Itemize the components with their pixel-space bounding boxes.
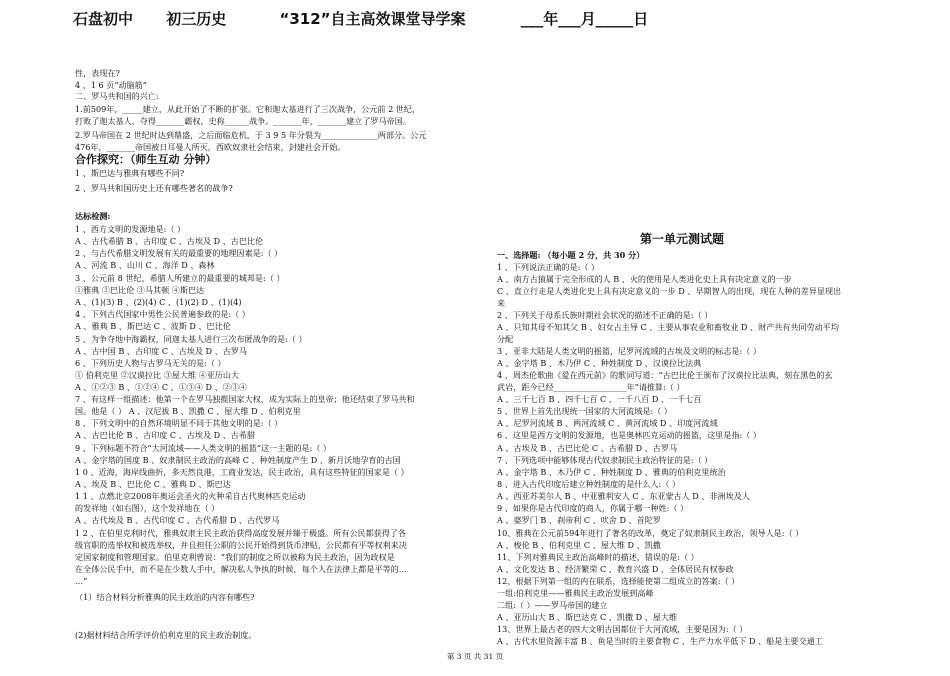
left-text-line: (2)据材料结合所学评价伯利克里的民主政治制度。	[75, 630, 257, 640]
right-text-line: 来	[497, 298, 506, 308]
left-text-line: 级官职的选举权和被选举权，并且担任公职的公民开始得到货币津贴，公民都有平等权利来决	[75, 540, 407, 550]
left-text-line: 1.前509年，_____建立，从此开始了不断的扩张。它和迦太基进行了三次战争，公元前 2 世纪，	[75, 104, 421, 114]
page-footer: 第 3 页 共 31 页	[446, 652, 504, 661]
left-text-line: 1 1 、点燃北京2008年奥运会圣火的火种采自古代奥林匹克运动	[75, 491, 306, 501]
left-text-line: 1 0 、近海，海岸线曲折，多天然良港，工商业发达，民主政治，具有这些特征的国家是（ ）	[75, 467, 409, 477]
right-text-line: 10、雅典在公元前594年进行了著名的改革，奠定了奴隶制民主政治，领导人是:（ ）	[497, 528, 804, 538]
left-text-line: 1 2 、在伯里克利时代，雅典奴隶主民主政治获得高度发展并臻于极盛。所有公民都获得了各	[75, 528, 407, 538]
left-text-line: （1）结合材料分析雅典的民主政治的内容有哪些?	[75, 592, 255, 602]
left-text-line: A 、古代埃及 B 、古代印度 C 、古代希腊 D 、古代罗马	[75, 515, 280, 525]
right-text-line: A 、古代水里资源丰富 B 、鱼是当时的主要食物 C 、生产力水平低下 D 、船是主要交通工	[497, 636, 823, 646]
left-text-line: A 、金字塔的国度 B 、奴隶制民主政治的高峰 C 、种姓制度产生 D 、新月沃地孕育的古国	[75, 455, 401, 465]
right-text-line: 11、下列对雅典民主政治高峰时的描述，错误的是:（ ）	[497, 552, 699, 562]
left-text-line: A 、古巴比伦 B 、古印度 C 、古埃及 D 、古希腊	[75, 430, 256, 440]
right-text-line: 武岩，距今已经__________________年”请推算:（ ）	[497, 382, 685, 392]
header-course: “312”自主高效课堂导学案	[279, 10, 466, 28]
left-text-line: 476年，_______帝国被日耳曼人所灭，西欧奴隶社会结束，封建社会开始。	[75, 142, 346, 152]
left-text-line: 在全体公民手中，而不是在少数人手中，解决私人争执的时候，每个人在法律上都是平等的…	[75, 564, 407, 574]
left-text-line: 二、罗马共和国的兴亡:	[75, 91, 159, 101]
left-text-line: 性，表现在?	[75, 68, 120, 78]
header-date: ___年___月_____日	[520, 10, 649, 28]
left-text-line: 4 、下列古代国家中男性公民普遍参政的是:（ ）	[75, 309, 250, 319]
right-text-line: A 、三千七百 B 、四千七百 C 、一千八百 D 、一千七百	[497, 394, 702, 404]
right-text-line: A 、古埃及 B 、古巴比伦 C 、古希腊 D 、古罗马	[497, 443, 678, 453]
right-text-line: 4 、周杰伦歌曲《爱在西元前》的歌词写道：“古巴比伦王颁布了汉谟拉比法典，刻在黑色的玄	[497, 370, 833, 380]
right-text-line: A 、尼罗河流域 B 、两河流域 C 、黄河流域 D 、印度河流域	[497, 418, 718, 428]
left-text-line: 7 、有这样一组描述：他第一个在罗马独揽国家大权，成为实际上的皇帝；他还结束了罗马共和	[75, 394, 415, 404]
right-text-line: 7 、下列选项中能够体现古代奴隶制民主政治特征的是:（ ）	[497, 455, 713, 465]
left-text-line: …”	[75, 576, 88, 586]
right-text-line: C 、直立行走是人类进化史上具有决定意义的一步 D 、早期智人的出现，现在人种的差异显现出	[497, 286, 842, 296]
right-text-line: 2 、下列关于母系氏族时期社会状况的描述不正确的是:（ ）	[497, 310, 713, 320]
right-text-line: 1 、下列说法正确的是:（ ）	[497, 262, 600, 272]
left-text-line: 达标检测:	[75, 211, 111, 221]
right-text-line: 12、根据下列第一组的内在联系，选择能使第二组成立的答案:（ ）	[497, 576, 740, 586]
right-text-line: 3 、亚非大陆是人类文明的摇篮，尼罗河流域的古埃及文明的标志是:（ ）	[497, 346, 761, 356]
right-text-line: A 、只知其母不知其父 B 、妇女占主导 C 、主要从事农业和畜牧业 D 、财产共有共同劳动平均	[497, 322, 839, 332]
left-text-line: 国。他是（ ） A 、汉尼拔 B 、凯撒 C 、屋大维 D 、伯利克里	[75, 406, 301, 416]
header-subject: 初三历史	[166, 10, 227, 28]
right-text-line: A 、梭伦 B 、伯利克里 C 、屋大维 D 、凯撒	[497, 540, 661, 550]
header-school: 石盘初中	[73, 10, 134, 28]
left-text-line: A 、古中国 B 、古印度 C 、古埃及 D 、古罗马	[75, 346, 247, 356]
left-text-line: 2.罗马帝国在 2 世纪时达到鼎盛，之后面临危机，于 3 9 5 年分裂为______________两部分。公元	[75, 130, 427, 140]
left-text-line: A 、①②③ B 、①②④ C 、①③④ D 、②③④	[75, 382, 247, 392]
left-text-line: ① 伯利克里 ②汉谟拉比 ③屋大维 ④亚历山大	[75, 370, 240, 380]
left-text-line: 定国家制度和管理国家。伯里克利曾说：“我们的制度之所以被称为民主政治，因为政权是	[75, 552, 395, 562]
left-text-line: A 、埃及 B 、巴比伦 C 、雅典 D 、斯巴达	[75, 479, 231, 489]
left-text-line: A 、古代希腊 B 、古印度 C 、古埃及 D 、古巴比伦	[75, 236, 264, 246]
left-text-line: 6 、下列历史人物与古罗马无关的是:（ ）	[75, 358, 226, 368]
right-text-line: 一组:伯利克里——雅典民主政治发展到高峰	[497, 588, 654, 598]
right-text-line: 13、世界上最古老的四大文明古国都位于大河流域，主要是因为:（ ）	[497, 624, 748, 634]
left-text-line: A 、(1)(3) B 、(2)(4) C 、(1)(2) D 、(1)(4)	[75, 297, 242, 307]
right-text-line: 第一单元测试题	[640, 232, 725, 246]
left-text-line: 合作探究：（师生互动 分钟）	[75, 153, 217, 166]
right-text-line: 一、选择题: （每小题 2 分，共 30 分）	[497, 250, 645, 260]
left-text-line: 的发祥地（如右图），这个发祥地在（ ）	[75, 503, 220, 513]
right-text-line: A 、金字塔 B 、木乃伊 C 、种姓制度 D 、汉谟拉比法典	[497, 358, 702, 368]
left-text-line: 4 、1 6 页“动脑筋”	[75, 80, 147, 90]
right-text-line: 二组:（ ）——罗马帝国的建立	[497, 600, 608, 610]
left-text-line: 1 、西方文明的发源地是:（ ）	[75, 224, 186, 234]
left-text-line: 2 、罗马共和国历史上还有哪些著名的战争?	[75, 183, 233, 193]
left-text-line: 3 、公元前 8 世纪，希腊人所建立的最重要的城邦是:（ ）	[75, 273, 285, 283]
right-text-line: A 、亚历山大 B 、斯巴达克 C 、凯撒 D 、屋大维	[497, 612, 678, 622]
left-text-line: 打败了迦太基人，夺得_______霸权，史称______战争。_______年，_______建立了罗马帝国。	[75, 116, 411, 126]
right-text-line: 5 、世界上首先出现统一国家的大河流域是:（ ）	[497, 406, 672, 416]
left-text-line: 5 、为争夺地中海霸权，同迦太基人进行三次布匿战争的是:（ ）	[75, 334, 307, 344]
left-text-line: A 、河流 B 、山川 C 、海洋 D 、森林	[75, 260, 215, 270]
right-text-line: A 、南方古猿属于完全形成的人 B 、火的使用是人类进化史上具有决定意义的一步	[497, 274, 792, 284]
left-text-line: 8 、下列文明中的自然环境明显不同于其他文明的是:（ ）	[75, 418, 283, 428]
left-text-line: 2 、与古代希腊文明发展有关的最重要的地理因素是:（ ）	[75, 248, 283, 258]
right-text-line: 9 、如果你是古代印度的商人，你属于哪一种姓:（ ）	[497, 503, 689, 513]
left-text-line: 9 、下列标题不符合“大河流域——人类文明的摇篮”这一主题的是:（ ）	[75, 443, 332, 453]
right-text-line: A 、西亚苏美尔人 B 、中亚雅利安人 C 、东亚蒙古人 D 、非洲埃及人	[497, 491, 750, 501]
right-text-line: A 、婆罗门 B 、刹帝利 C 、吠舍 D 、首陀罗	[497, 515, 661, 525]
left-text-line: 1 、斯巴达与雅典有哪些不同?	[75, 168, 185, 178]
left-text-line: A 、雅典 B 、斯巴达 C 、波斯 D 、巴比伦	[75, 321, 231, 331]
page-header	[73, 8, 873, 34]
left-text-line: ①雅典 ②巴比伦 ③马其顿 ④斯巴达	[75, 285, 205, 295]
right-text-line: A 、金字塔 B 、木乃伊 C 、种姓制度 D 、雅典的伯利克里统治	[497, 467, 726, 477]
right-text-line: 分配	[497, 334, 514, 344]
right-text-line: A 、文化发达 B 、经济繁荣 C 、教育兴盛 D 、全体居民有权参政	[497, 564, 734, 574]
right-text-line: 8 、进入古代印度后建立种姓制度的是什么人:（ ）	[497, 479, 680, 489]
right-text-line: 6 、这里是西方文明的发源地，也是奥林匹克运动的摇篮，这里是指:（ ）	[497, 430, 761, 440]
